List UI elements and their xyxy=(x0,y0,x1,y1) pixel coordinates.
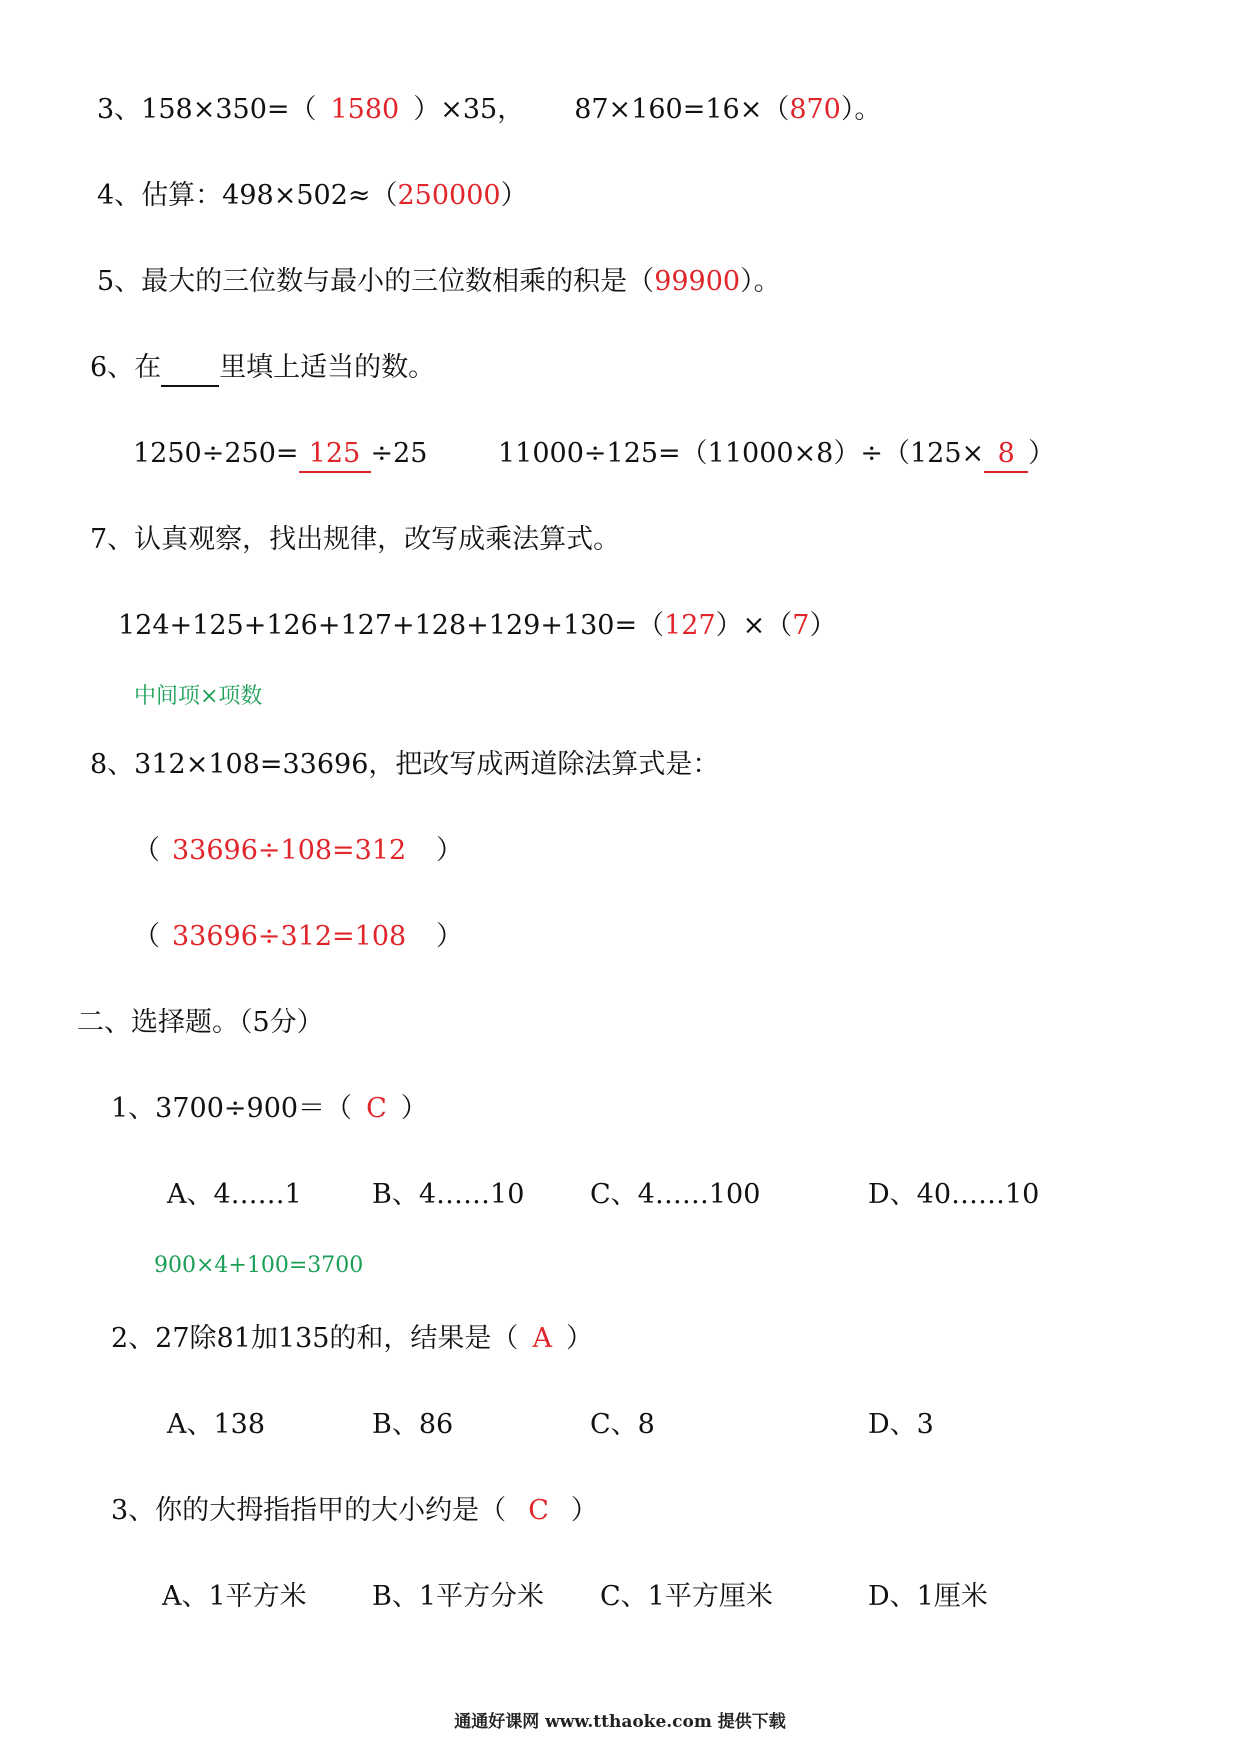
choice-2-option-a: A、138 xyxy=(167,1409,266,1440)
page-footer: 通通好课网 www.tthaoke.com 提供下载 xyxy=(454,1712,786,1732)
choice-1-option-c: C、4……100 xyxy=(590,1179,761,1210)
choice-question-1: 1、3700÷900＝（ C ） xyxy=(111,1093,428,1124)
question-8-answer-2: （ 33696÷312=108 ） xyxy=(133,921,463,952)
question-5: 5、最大的三位数与最小的三位数相乘的积是（99900）。 xyxy=(97,266,781,297)
choice-2-option-c: C、8 xyxy=(590,1409,655,1440)
answer-7a: 127 xyxy=(664,610,716,641)
answer-3b: 870 xyxy=(789,94,841,125)
question-6-right: 11000÷125=（11000×8）÷（125× 8 ） xyxy=(498,437,1055,473)
choice-3-answer: C xyxy=(528,1495,549,1526)
hint-choice-1: 900×4+100=3700 xyxy=(154,1253,364,1278)
blank-underline xyxy=(161,351,219,387)
choice-2-option-d: D、3 xyxy=(868,1409,934,1440)
section-2-title: 二、选择题。（5分） xyxy=(77,1007,324,1038)
choice-2-option-b: B、86 xyxy=(372,1409,454,1440)
question-7-title: 7、认真观察，找出规律，改写成乘法算式。 xyxy=(90,524,621,555)
choice-1-answer: C xyxy=(366,1093,387,1124)
choice-1-option-a: A、4……1 xyxy=(167,1179,302,1210)
choice-question-2: 2、27除81加135的和，结果是（ A ） xyxy=(111,1323,593,1354)
question-6-left: 1250÷250= 125 ÷25 xyxy=(133,437,427,473)
answer-3a: 1580 xyxy=(330,94,400,125)
question-3: 3、158×350=（ 1580 ）×35， 87×160=16×（870）。 xyxy=(97,94,882,125)
choice-3-option-d: D、1厘米 xyxy=(868,1581,988,1612)
question-8-answer-1: （ 33696÷108=312 ） xyxy=(133,835,463,866)
choice-3-option-c: C、1平方厘米 xyxy=(600,1581,773,1612)
question-7-expr: 124+125+126+127+128+129+130=（127）×（7） xyxy=(118,610,837,641)
answer-5: 99900 xyxy=(654,266,741,297)
choice-2-answer: A xyxy=(532,1323,552,1354)
choice-1-option-d: D、40……10 xyxy=(868,1179,1040,1210)
answer-6a: 125 xyxy=(299,437,371,473)
choice-1-option-b: B、4……10 xyxy=(372,1179,525,1210)
answer-8b: 33696÷312=108 xyxy=(172,921,407,952)
question-6-title: 6、在 里填上适当的数。 xyxy=(90,351,435,387)
question-8-title: 8、312×108=33696，把改写成两道除法算式是： xyxy=(90,749,720,780)
choice-3-option-a: A、1平方米 xyxy=(162,1581,307,1612)
question-4: 4、估算：498×502≈（250000） xyxy=(97,180,528,211)
answer-4: 250000 xyxy=(397,180,501,211)
answer-8a: 33696÷108=312 xyxy=(172,835,407,866)
choice-3-option-b: B、1平方分米 xyxy=(372,1581,545,1612)
answer-7b: 7 xyxy=(792,610,810,641)
answer-6b: 8 xyxy=(984,437,1028,473)
choice-question-3: 3、你的大拇指指甲的大小约是（ C ） xyxy=(111,1495,598,1526)
hint-7: 中间项×项数 xyxy=(134,684,263,709)
